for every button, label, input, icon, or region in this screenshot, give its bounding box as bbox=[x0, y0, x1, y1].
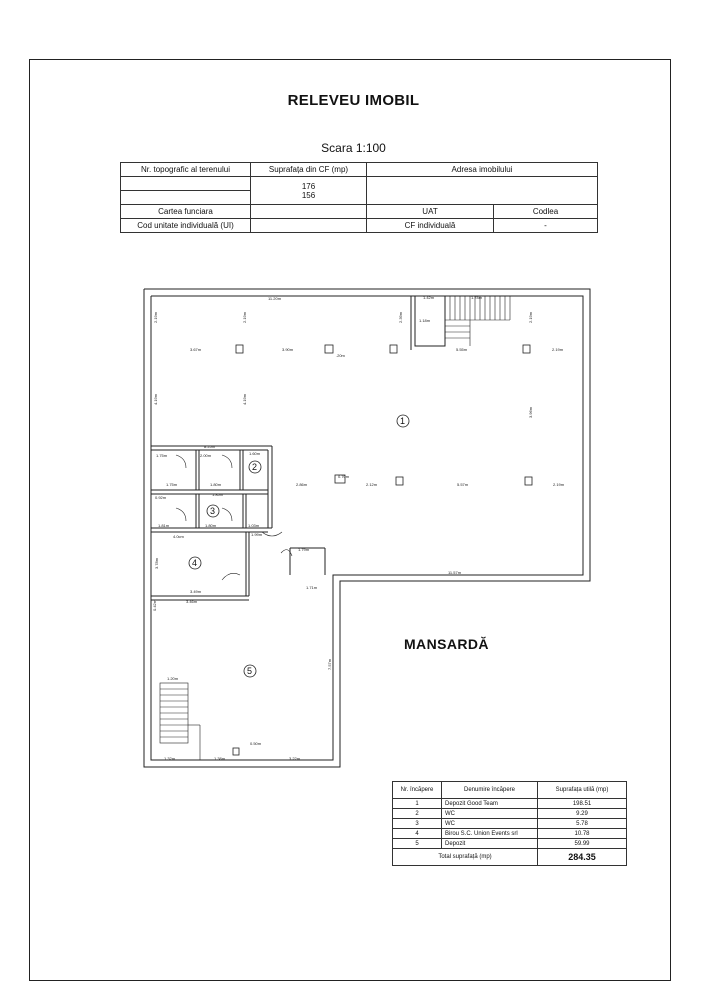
dim-r5b: 7.57m bbox=[327, 658, 332, 670]
stairs-bottom bbox=[160, 683, 200, 760]
dim-bottom-right: 11.57m bbox=[448, 570, 462, 575]
scale-label: Scara 1:100 bbox=[321, 141, 386, 155]
room-name: WC bbox=[442, 819, 538, 829]
room-name: Birou S.C. Union Events srl bbox=[442, 829, 538, 839]
suprafata-label: Suprafața din CF (mp) bbox=[251, 163, 367, 177]
dim-stair-top: 1.42m bbox=[423, 295, 435, 300]
dim-wall-row: 8.25m bbox=[204, 444, 216, 449]
pillars bbox=[233, 345, 532, 755]
dim-mid4: 2.86m bbox=[296, 482, 308, 487]
dim-pillar: .20m bbox=[336, 353, 345, 358]
room-area: 198.51 bbox=[538, 799, 627, 809]
room-number-markers bbox=[189, 415, 409, 677]
floor-label: MANSARDĂ bbox=[404, 636, 489, 652]
cf-individuala-value: - bbox=[494, 219, 598, 233]
table-row bbox=[393, 819, 627, 829]
dim-v3: 3.96m bbox=[528, 406, 533, 418]
room-area: 9.29 bbox=[538, 809, 627, 819]
uat-value: Codlea bbox=[494, 205, 598, 219]
dim-r4c: 3.78m bbox=[154, 557, 159, 569]
table-row bbox=[393, 839, 627, 849]
dim-wc7: 1.85m bbox=[212, 492, 224, 497]
dim-stair-top2: 1.78m bbox=[471, 295, 483, 300]
room-name: WC bbox=[442, 809, 538, 819]
room-number-2: 2 bbox=[252, 462, 258, 472]
dim-wc3: 1.60m bbox=[249, 451, 261, 456]
total-label: Total suprafață (mp) bbox=[393, 849, 538, 866]
dim-wc1: 1.75m bbox=[156, 453, 168, 458]
dim-r5d: 1.32m bbox=[164, 756, 176, 761]
dim-r4f: 1.71m bbox=[306, 585, 318, 590]
dim-r5f: 3.22m bbox=[289, 756, 301, 761]
rooms-header-nr: Nr. încăpere bbox=[393, 782, 442, 799]
table-row bbox=[393, 829, 627, 839]
room-number-3: 3 bbox=[210, 506, 216, 516]
dim-r4a: 4.0cm bbox=[173, 534, 184, 539]
suprafata-value-2: 156 bbox=[301, 190, 316, 200]
dim-w2: 3.90m bbox=[282, 347, 294, 352]
dim-r5c: 1.20m bbox=[167, 676, 179, 681]
room-nr: 3 bbox=[393, 819, 442, 829]
dim-w1: 3.67m bbox=[190, 347, 202, 352]
document-title: RELEVEU IMOBIL bbox=[287, 92, 420, 109]
room-name: Depozit bbox=[442, 839, 538, 849]
total-row bbox=[393, 849, 627, 866]
rooms-table bbox=[392, 781, 627, 866]
stairs-top bbox=[445, 296, 510, 346]
dim-r5a: 3.46m bbox=[186, 599, 198, 604]
dim-r5g: 0.50m bbox=[250, 741, 262, 746]
dim-h4: 2.19m bbox=[528, 311, 533, 323]
dim-wc9: 1.80m bbox=[205, 523, 217, 528]
dim-r4e: 1.79m bbox=[298, 547, 310, 552]
interior-walls bbox=[151, 296, 445, 600]
nr-topografic-label: Nr. topografic al terenului bbox=[121, 163, 251, 177]
room-number-1: 1 bbox=[400, 416, 406, 426]
dim-mid2: 2.12m bbox=[366, 482, 378, 487]
room-nr: 2 bbox=[393, 809, 442, 819]
room-number-4: 4 bbox=[192, 558, 198, 568]
table-row bbox=[393, 809, 627, 819]
dim-r4b: 1.99m bbox=[251, 532, 263, 537]
room-nr: 1 bbox=[393, 799, 442, 809]
dim-wc5: 1.80m bbox=[210, 482, 222, 487]
dim-wc6: 0.92m bbox=[155, 495, 167, 500]
room-number-5: 5 bbox=[247, 666, 253, 676]
dim-w3: 5.55m bbox=[456, 347, 468, 352]
dim-wc4: 1.75m bbox=[166, 482, 178, 487]
dim-h3: 2.39m bbox=[398, 311, 403, 323]
dim-small1: 1.18m bbox=[419, 318, 431, 323]
dim-mid5: 2.19m bbox=[553, 482, 565, 487]
dim-wc8: 1.81m bbox=[158, 523, 170, 528]
cartea-funciara-label: Cartea funciara bbox=[121, 205, 251, 219]
room-name: Depozit Good Team bbox=[442, 799, 538, 809]
uat-label: UAT bbox=[367, 205, 494, 219]
cf-individuala-label: CF individuală bbox=[367, 219, 494, 233]
dim-r5e: 1.38m bbox=[214, 756, 226, 761]
rooms-header-area: Suprafața utilă (mp) bbox=[538, 782, 627, 799]
suprafata-value-1: 176 bbox=[301, 181, 316, 191]
dim-wc10: 1.03m bbox=[248, 523, 260, 528]
dim-wc2: 2.00m bbox=[200, 453, 212, 458]
total-value: 284.35 bbox=[538, 849, 627, 866]
cod-ui-label: Cod unitate individuală (UI) bbox=[121, 219, 251, 233]
dim-r5h: 0.42m bbox=[152, 599, 157, 611]
dim-r4d: 3.49m bbox=[190, 589, 202, 594]
room-area: 5.78 bbox=[538, 819, 627, 829]
dim-top-width: 11.20m bbox=[268, 296, 282, 301]
dim-v1: 4.19m bbox=[153, 393, 158, 405]
dim-mid3: 5.57m bbox=[457, 482, 469, 487]
dim-h5: 2.19m bbox=[552, 347, 564, 352]
table-row bbox=[393, 799, 627, 809]
room-area: 59.99 bbox=[538, 839, 627, 849]
dim-v2: 4.19m bbox=[242, 393, 247, 405]
adresa-label: Adresa imobilului bbox=[367, 163, 598, 177]
room-area: 10.78 bbox=[538, 829, 627, 839]
room-nr: 5 bbox=[393, 839, 442, 849]
room-nr: 4 bbox=[393, 829, 442, 839]
dim-h2: 2.19m bbox=[242, 311, 247, 323]
dim-h1: 2.19m bbox=[153, 311, 158, 323]
dim-mid1: 0.70m bbox=[338, 474, 350, 479]
rooms-header-name: Denumire încăpere bbox=[442, 782, 538, 799]
